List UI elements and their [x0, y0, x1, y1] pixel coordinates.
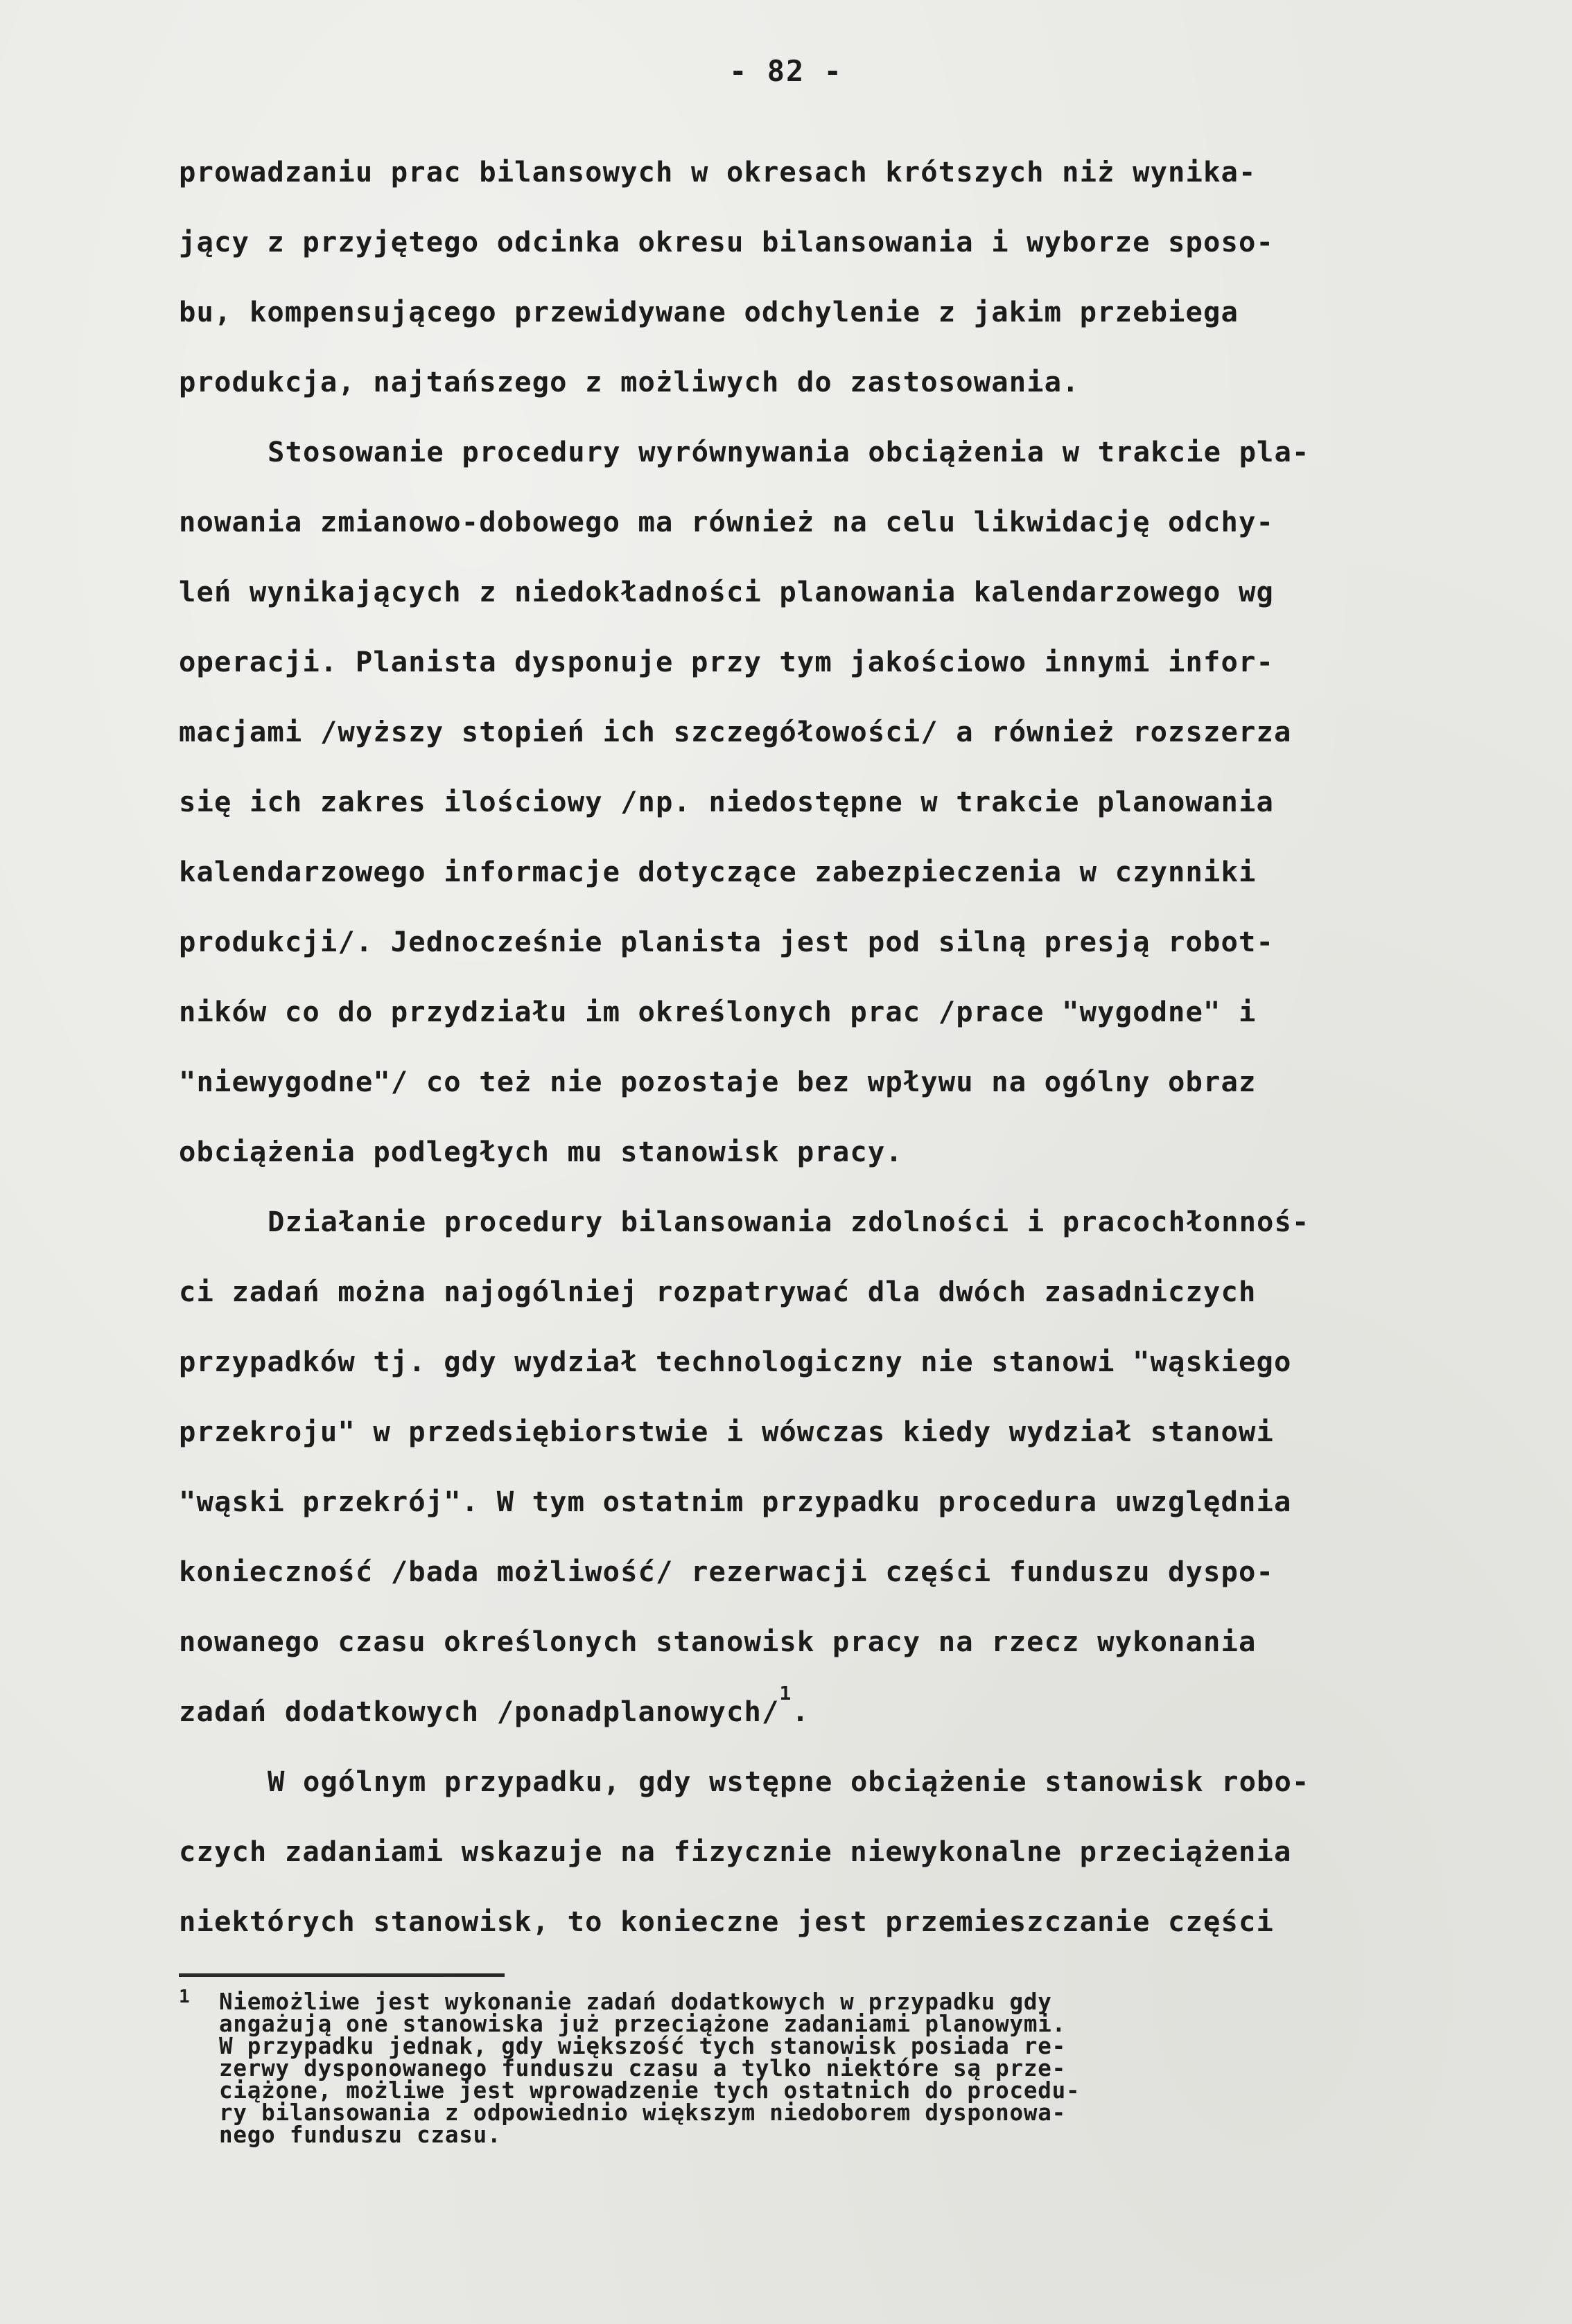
text-line: czych zadaniami wskazuje na fizycznie niewykonalne przeciążenia: [179, 1835, 1292, 1868]
footnote: [179, 1987, 1496, 2148]
text-line: produkcja, najtańszego z możliwych do zastosowania.: [179, 365, 1080, 398]
footnote-separator: [179, 1973, 505, 1977]
footnote-marker: 1: [179, 1987, 190, 2007]
text-line: nowania zmianowo-dobowego ma również na celu likwidację odchy-: [179, 505, 1274, 538]
footnote-line: nego funduszu czasu.: [219, 2122, 502, 2148]
paragraph-start-line: Stosowanie procedury wyrównywania obciążenia w trakcie pla-: [268, 435, 1310, 468]
text-line: przypadków tj. gdy wydział technologiczny nie stanowi "wąskiego: [179, 1345, 1292, 1378]
footnote-line: ry bilansowania z odpowiednio większym niedoborem dysponowa-: [219, 2099, 1066, 2126]
footnote-line: ciążone, możliwe jest wprowadzenie tych ostatnich do procedu-: [219, 2077, 1081, 2104]
text-line: konieczność /bada możliwość/ rezerwacji części funduszu dyspo-: [179, 1555, 1274, 1588]
text-line: jący z przyjętego odcinka okresu bilansowania i wyborze sposo-: [179, 225, 1274, 258]
text-line: niektórych stanowisk, to konieczne jest przemieszczanie części: [179, 1905, 1274, 1938]
footnote-line: Niemożliwe jest wykonanie zadań dodatkowych w przypadku gdy: [219, 1989, 1052, 2015]
text-line: produkcji/. Jednocześnie planista jest pod silną presją robot-: [179, 925, 1274, 958]
paragraph-start-line: Działanie procedury bilansowania zdolności i pracochłonnoś-: [268, 1205, 1310, 1238]
text-line: ci zadań można najogólniej rozpatrywać dla dwóch zasadniczych: [179, 1275, 1257, 1308]
sentence-end: .: [792, 1695, 810, 1728]
text-line: prowadzaniu prac bilansowych w okresach krótszych niż wynika-: [179, 155, 1257, 188]
text-line: ników co do przydziału im określonych prac /prace "wygodne" i: [179, 995, 1257, 1028]
text-line: "wąski przekrój". W tym ostatnim przypadku procedura uwzględnia: [179, 1485, 1292, 1518]
text-line: leń wynikających z niedokładności planowania kalendarzowego wg: [179, 575, 1274, 608]
paragraph-start-line: W ogólnym przypadku, gdy wstępne obciążenie stanowisk robo-: [268, 1765, 1310, 1798]
text-line: się ich zakres ilościowy /np. niedostępne w trakcie planowania: [179, 785, 1274, 818]
text-line: obciążenia podległych mu stanowisk pracy.: [179, 1135, 903, 1168]
footnote-reference: 1: [779, 1682, 792, 1705]
text-line: operacji. Planista dysponuje przy tym jakościowo innymi infor-: [179, 645, 1274, 678]
text-line-with-footnote-ref: [179, 1677, 1496, 1747]
text-line: macjami /wyższy stopień ich szczegółowości/ a również rozszerza: [179, 715, 1292, 748]
text-line: przekroju" w przedsiębiorstwie i wówczas kiedy wydział stanowi: [179, 1415, 1274, 1448]
footnote-line: angażują one stanowiska już przeciążone zadaniami planowymi.: [219, 2011, 1066, 2037]
text-line: kalendarzowego informacje dotyczące zabezpieczenia w czynniki: [179, 855, 1257, 888]
page-number: - 82 -: [729, 54, 843, 88]
footnote-line: zerwy dysponowanego funduszu czasu a tylko niektóre są prze-: [219, 2055, 1066, 2081]
body-text: [179, 137, 1496, 1957]
text-line-content: zadań dodatkowych /ponadplanowych/: [179, 1695, 780, 1728]
footnote-line: W przypadku jednak, gdy większość tych stanowisk posiada re-: [219, 2033, 1066, 2059]
text-line: bu, kompensującego przewidywane odchylenie z jakim przebiega: [179, 295, 1239, 328]
text-line: "niewygodne"/ co też nie pozostaje bez wpływu na ogólny obraz: [179, 1065, 1257, 1098]
text-line: nowanego czasu określonych stanowisk pracy na rzecz wykonania: [179, 1625, 1257, 1658]
